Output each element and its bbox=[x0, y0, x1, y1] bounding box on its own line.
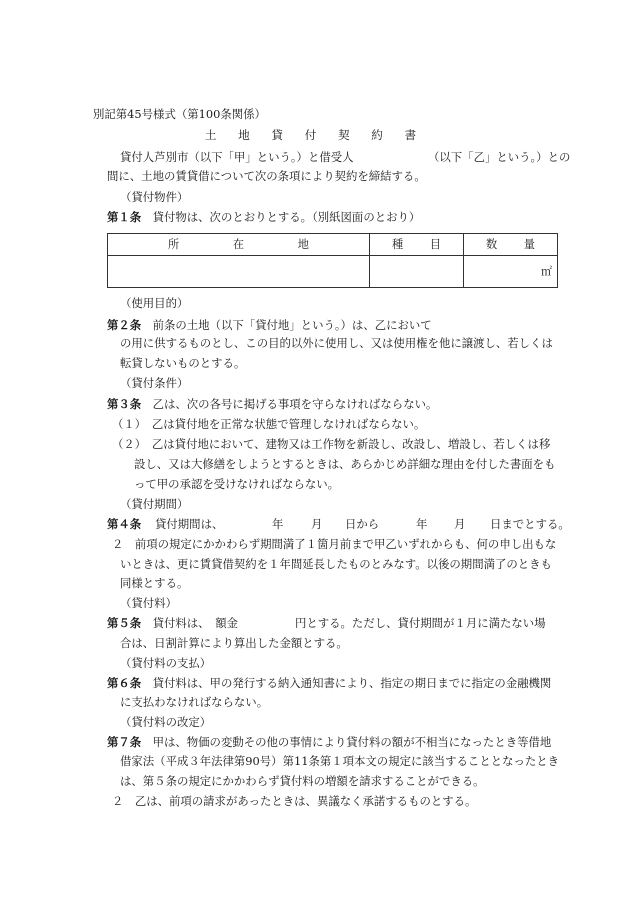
period-label: 貸付期間は、 bbox=[155, 517, 224, 531]
cell-quantity[interactable] bbox=[464, 256, 558, 288]
heading-revision: （貸付料の改定） bbox=[120, 715, 212, 729]
heading-fee: （貸付料） bbox=[120, 596, 177, 610]
unit-label: ㎡ bbox=[541, 265, 552, 278]
header-category: 種 目 bbox=[370, 234, 464, 256]
header-location: 所 在 地 bbox=[108, 234, 370, 256]
article-number: 第４条 bbox=[107, 517, 142, 531]
paragraph-text: 前項の規定にかかわらず期間満了１箇月前まで甲乙いずれからも、何の申し出もな bbox=[134, 537, 557, 551]
form-label: 別記第45号様式（第100条関係） bbox=[93, 107, 266, 121]
intro-line-1a: 貸付人芦別市（以下「甲」という。）と借受人 bbox=[120, 150, 354, 164]
article-number: 第３条 bbox=[107, 397, 142, 411]
article-number: 第６条 bbox=[107, 676, 142, 690]
document-title: 土 地 貸 付 契 約 書 bbox=[204, 128, 426, 142]
heading-purpose: （使用目的） bbox=[120, 296, 189, 310]
article-7-line-1 bbox=[107, 737, 551, 748]
article-text: 貸付物は、次のとおりとする。（別紙図面のとおり） bbox=[152, 210, 421, 224]
end-month-label: 月 bbox=[454, 517, 466, 531]
article-text: 貸付料は、甲の発行する納入通知書により、指定の期日までに指定の金融機関 bbox=[152, 676, 552, 690]
article-2-line-1 bbox=[107, 320, 432, 331]
article-7-line-2: 借家法（平成３年法律第90号）第11条第１項本文の規定に該当することとなったとき bbox=[120, 754, 560, 768]
item-2-line-3: って甲の承認を受けなければならない。 bbox=[134, 477, 340, 491]
heading-property: （貸付物件） bbox=[120, 190, 189, 204]
article-text: 貸付料は、 額金 円とする。ただし、貸付期間が１月に満たない場 bbox=[152, 616, 546, 630]
item-text: 乙は貸付地において、建物又は工作物を新設し、改設し、増設し、若しくは移 bbox=[151, 437, 551, 451]
paragraph-mark: ２ bbox=[112, 794, 124, 808]
article-7-para-2 bbox=[112, 796, 476, 807]
end-day-label: 日までとする。 bbox=[490, 517, 570, 531]
article-4-para-2-line-1 bbox=[112, 539, 556, 550]
item-2-line-1 bbox=[112, 439, 550, 450]
start-day-label: 日から bbox=[345, 517, 380, 531]
item-1 bbox=[112, 419, 425, 430]
article-1 bbox=[107, 212, 420, 223]
start-month-label: 月 bbox=[311, 517, 323, 531]
article-3 bbox=[107, 399, 437, 410]
article-text: 前条の土地（以下「貸付地」という。）は、乙において bbox=[152, 318, 432, 332]
cell-category[interactable] bbox=[370, 256, 464, 288]
article-5-line-2: 合は、日割計算により算出した金額とする。 bbox=[120, 636, 348, 650]
article-2-line-2: の用に供するものとし、この目的以外に使用し、又は使用権を他に譲渡し、若しくは bbox=[120, 336, 553, 350]
article-number: 第５条 bbox=[107, 616, 142, 630]
start-year-label: 年 bbox=[272, 517, 284, 531]
article-7-line-3: は、第５条の規定にかかわらず貸付料の増額を請求することができる。 bbox=[120, 774, 485, 788]
item-2-line-2: 設し、又は大修繕をしようとするときは、あらかじめ詳細な理由を付した書面をも bbox=[134, 457, 556, 471]
paragraph-text: 乙は、前項の請求があったときは、異議なく承諾するものとする。 bbox=[134, 794, 477, 808]
heading-payment: （貸付料の支払） bbox=[120, 656, 212, 670]
heading-conditions: （貸付条件） bbox=[120, 376, 189, 390]
article-text: 甲は、物価の変動その他の事情により貸付料の額が不相当になったとき等借地 bbox=[152, 735, 552, 749]
article-4-para-2-line-2: いときは、更に賃貸借契約を１年間延長したものとみなす。以後の期間満了のときも bbox=[120, 557, 552, 571]
article-6-line-2: に支払わなければならない。 bbox=[120, 695, 269, 709]
article-5-line-1 bbox=[107, 618, 546, 629]
item-text: 乙は貸付地を正常な状態で管理しなければならない。 bbox=[151, 417, 426, 431]
intro-line-1b: （以下「乙」という。）との bbox=[428, 150, 571, 164]
article-2-line-3: 転貸しないものとする。 bbox=[120, 356, 246, 370]
property-table bbox=[107, 233, 558, 288]
header-quantity: 数 量 bbox=[464, 234, 558, 256]
cell-location[interactable] bbox=[108, 256, 370, 288]
article-text: 乙は、次の各号に掲げる事項を守らなければならない。 bbox=[152, 397, 438, 411]
article-number: 第１条 bbox=[107, 210, 142, 224]
intro-line-2: 間に、土地の賃貸借について次の条項により契約を締結する。 bbox=[107, 169, 426, 183]
end-year-label: 年 bbox=[416, 517, 428, 531]
article-number: 第７条 bbox=[107, 735, 142, 749]
item-mark: （１） bbox=[112, 417, 141, 431]
article-6-line-1 bbox=[107, 678, 551, 689]
article-4-para-2-line-3: 同様とする。 bbox=[120, 576, 189, 590]
item-mark: （２） bbox=[112, 437, 141, 451]
paragraph-mark: ２ bbox=[112, 537, 124, 551]
article-number: 第２条 bbox=[107, 318, 142, 332]
heading-period: （貸付期間） bbox=[120, 497, 189, 511]
